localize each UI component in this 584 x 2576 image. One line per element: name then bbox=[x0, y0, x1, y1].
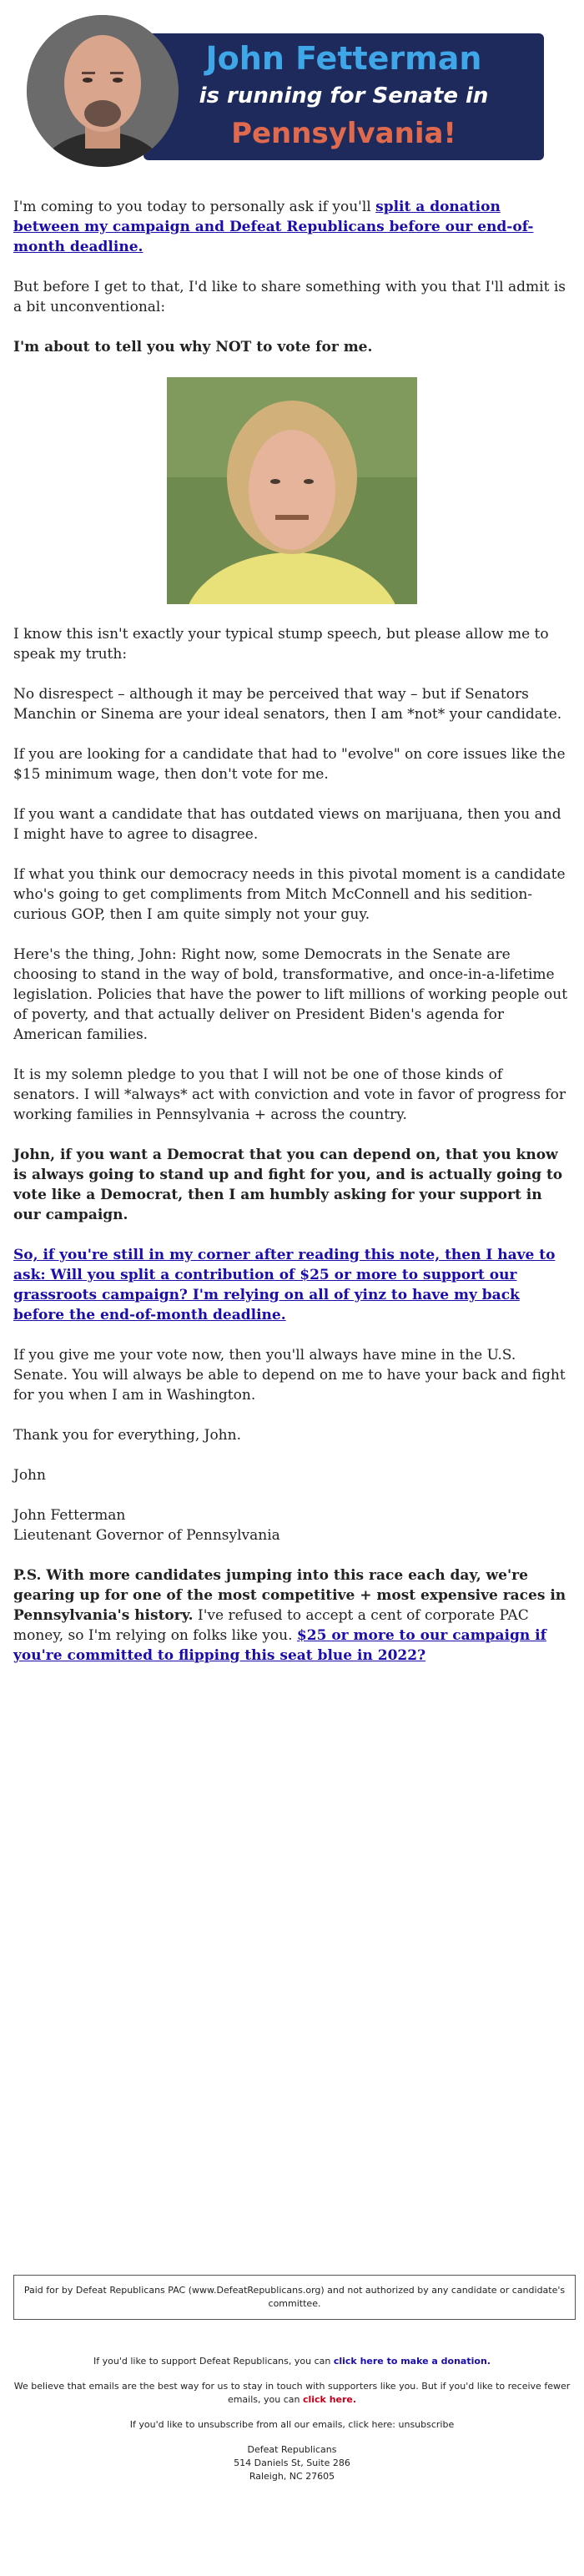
footer-support: If you'd like to support Defeat Republicans, you can click here to make a donation. bbox=[93, 2356, 491, 2367]
paragraph-marijuana: If you want a candidate that has outdated views on marijuana, then you and I might have to agree to disagree. bbox=[13, 806, 561, 843]
paragraph-minimum-wage: If you are looking for a candidate that had to "evolve" on core issues like the $15 minimum wage, then don't vote for me. bbox=[13, 746, 566, 783]
banner-subtitle: is running for Senate in bbox=[199, 83, 489, 108]
signature-name: John Fetterman bbox=[13, 1507, 126, 1524]
contribution-link[interactable]: So, if you're still in my corner after reading this note, then I have to ask: Will you split a contribution of $25 or more to support our grassroots campaign? I'm relying on all of yinz to have my back before the end-of-month deadline. bbox=[13, 1247, 556, 1323]
footer-emails: We believe that emails are the best way for us to stay in touch with supporters like you. But if you'd like to receive fewer emails, you can click here. bbox=[13, 2381, 571, 2405]
paragraph-senate: Here's the thing, John: Right now, some Democrats in the Senate are choosing to stand in the way of bold, transformative, and once-in-a-lifetime legislation. Policies that have the power to lift millions of working people out of poverty, and that actually deliver on President Biden's agenda for American families. bbox=[13, 946, 568, 1043]
paragraph-truth: I know this isn't exactly your typical stump speech, but please allow me to speak my truth: bbox=[13, 626, 549, 663]
paragraph-unconventional: But before I get to that, I'd like to share something with you that I'll admit is a bit unconventional: bbox=[13, 279, 566, 315]
banner-name: John Fetterman bbox=[205, 40, 482, 77]
paragraph-vote: If you give me your vote now, then you'll always have mine in the U.S. Senate. You will always be able to depend on me to have your back and fight for you when I am in Washington. bbox=[13, 1347, 566, 1404]
signature-title: Lieutenant Governor of Pennsylvania bbox=[13, 1527, 280, 1544]
footer-unsubscribe[interactable]: If you'd like to unsubscribe from all our emails, click here: unsubscribe bbox=[129, 2419, 455, 2430]
portrait-illustration bbox=[27, 15, 179, 167]
intro-paragraph: I'm coming to you today to personally ask if you'll split a donation between my campaign and Defeat Republicans before our end-of-month deadline. bbox=[13, 199, 534, 255]
email-content bbox=[13, 197, 571, 1686]
postscript: P.S. With more candidates jumping into this race each day, we're gearing up for one of the most competitive + most expensive races in Pennsylvania's history. I've refused to accept a cent of corporate PAC money, so I'm relying on folks like you. $25 or more to our campaign if you're committed to flipping this seat blue in 2022? bbox=[13, 1567, 566, 1664]
footer-address: Defeat Republicans 514 Daniels St, Suite 286 Raleigh, NC 27605 bbox=[234, 2444, 350, 2482]
signature-first: John bbox=[13, 1467, 46, 1484]
paragraph-pledge: It is my solemn pledge to you that I will not be one of those kinds of senators. I will *always* act with conviction and vote in favor of progress for working families in Pennsylvania + across the country. bbox=[13, 1066, 566, 1123]
paid-for-disclaimer: Paid for by Defeat Republicans PAC (www.DefeatRepublicans.org) and not authorized by any candidate or candidate's committee. bbox=[13, 2275, 576, 2320]
meme-photo bbox=[167, 377, 417, 604]
footer-donate-link[interactable]: click here to make a donation. bbox=[333, 2356, 491, 2367]
paragraph-why-not: I'm about to tell you why NOT to vote for me. bbox=[13, 339, 373, 355]
ps-donation-link[interactable]: $25 or more to our campaign if you're committed to flipping this seat blue in 2022? bbox=[13, 1627, 546, 1664]
paragraph-depend: John, if you want a Democrat that you can depend on, that you know is always going to stand up and fight for you, and is actually going to vote like a Democrat, then I am humbly asking for your support in our campaign. bbox=[13, 1147, 563, 1223]
banner-box bbox=[143, 33, 544, 160]
candidate-portrait bbox=[27, 15, 179, 167]
header-banner bbox=[27, 15, 552, 167]
signature-block bbox=[13, 1505, 571, 1545]
paragraph-manchin: No disrespect – although it may be perceived that way – but if Senators Manchin or Sinema are your ideal senators, then I am *not* your candidate. bbox=[13, 686, 562, 723]
split-donation-link[interactable]: split a donation between my campaign and Defeat Republicans before our end-of-month deadline. bbox=[13, 199, 534, 255]
paragraph-mcconnell: If what you think our democracy needs in this pivotal moment is a candidate who's going to get compliments from Mitch McConnell and his sedition-curious GOP, then I am quite simply not your guy. bbox=[13, 866, 566, 923]
email-footer bbox=[13, 2355, 571, 2495]
paragraph-ask bbox=[13, 1245, 571, 1325]
paragraph-thanks: Thank you for everything, John. bbox=[13, 1427, 241, 1444]
banner-state: Pennsylvania! bbox=[231, 117, 456, 150]
footer-fewer-emails-link[interactable]: click here. bbox=[302, 2394, 357, 2405]
